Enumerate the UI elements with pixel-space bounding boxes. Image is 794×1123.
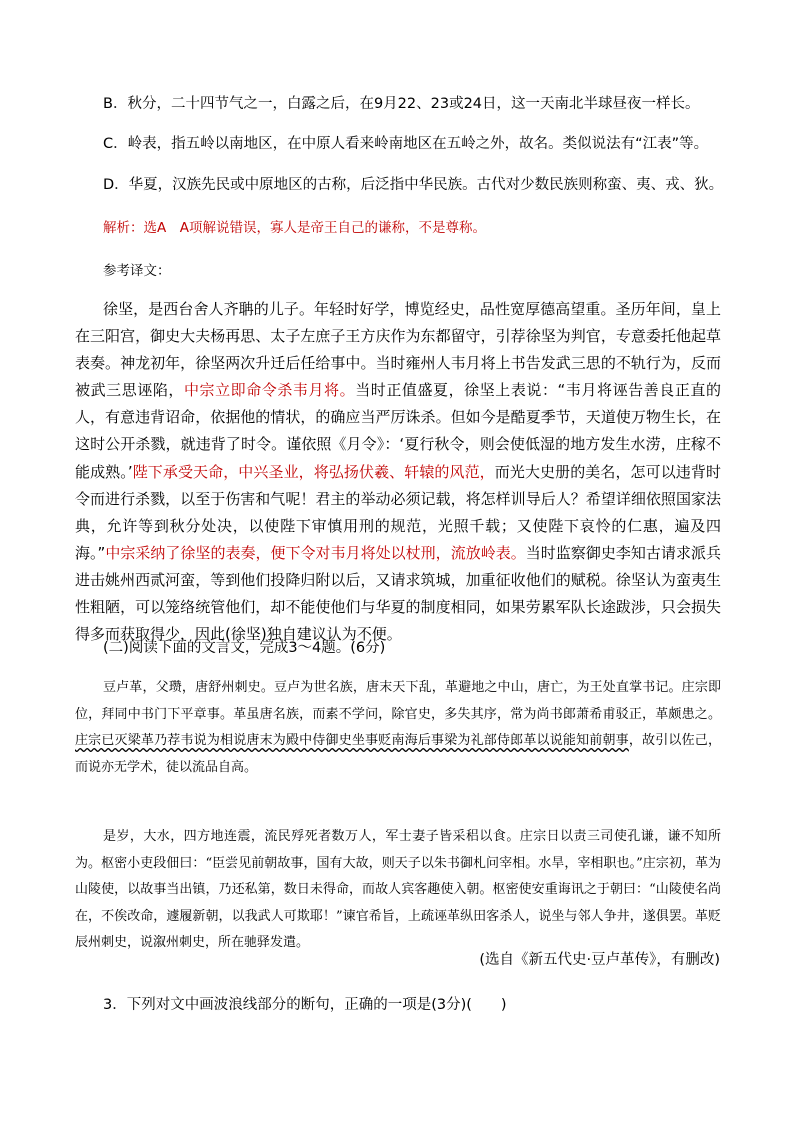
question-3: 3．下列对文中画波浪线部分的断句，正确的一项是(3分)( ) bbox=[103, 997, 507, 1013]
option-d: D．华夏，汉族先民或中原地区的古称，后泛指中华民族。古代对少数民族则称蛮、夷、戎、狄。 bbox=[103, 177, 724, 193]
translation-text: 徐坚，是西台舍人齐聃的儿子。年轻时好学，博览经史，品性宽厚德高望重。圣历年间，皇上在三阳宫，御史大夫杨再思、太子左庶子王方庆作为东都留守，引荐徐坚为判官，专意委托他起草表奏。神龙初年，徐坚两次升迁后任给事中。当时雍州人韦月将上书告发武三思的不轨行为，反而被武三思诬陷， bbox=[75, 300, 721, 400]
option-c: C．岭表，指五岭以南地区，在中原人看来岭南地区在五岭之外，故名。类似说法有“江表”等。 bbox=[103, 136, 709, 152]
translation-highlight: 陛下承受天命，中兴圣业，将弘扬伏羲、轩辕的风范， bbox=[132, 462, 495, 481]
classical-paragraph-2: 是岁，大水，四方地连震，流民殍死者数万人，军士妻子皆采稆以食。庄宗日以责三司使孔谦，谦不知所为。枢密小吏段佃曰：“臣尝见前朝故事，国有大故，则天子以朱书御札问宰相。水旱，宰相职也。”庄宗初，革为山陵使，以故事当出镇，乃还私第，数日未得命，而故人宾客趣使入朝。枢密使安重诲讯之于朝曰：“山陵使名尚在，不俟改命，遽履新朝，以我武人可欺耶！”谏官希旨，上疏诬革纵田客杀人，说坐与邻人争井，遂俱罢。革贬辰州刺史，说溆州刺史，所在驰驿发遣。 bbox=[75, 829, 721, 950]
section-heading: (二)阅读下面的文言文，完成3～4题。(6分) bbox=[103, 640, 386, 656]
translation-paragraph bbox=[75, 296, 721, 648]
classical-paragraph-1 bbox=[75, 675, 721, 781]
reference-heading: 参考译文： bbox=[103, 263, 171, 279]
classical-text: 豆卢革，父瓒，唐舒州刺史。豆卢为世名族，唐末天下乱，革避地之中山，唐亡，为王处直掌书记。庄宗即位，拜同中书门下平章事。革虽唐名族，而素不学问，除官史，多失其序，常为尚书郎萧希甫驳正，革颇患之。 bbox=[75, 680, 721, 722]
option-b: B．秋分，二十四节气之一，白露之后，在9月22、23或24日，这一天南北半球昼夜一样长。 bbox=[103, 96, 700, 112]
answer-explanation: 解析：选A A项解说错误，寡人是帝王自己的谦称，不是尊称。 bbox=[103, 220, 486, 236]
translation-text: 而光大史册的美名，怎可以违背时令而进行杀戮，以至于伤害和气呢！君主的举动必须记载，将怎样训导后人？希望详细依照国家法典，允许等到秋分处决，以使陛下审慎用刑的规范，光照千载；又使陛下哀怜的仁惠，遍及四海。” bbox=[75, 462, 721, 562]
classical-text: ，故引以佐己，而说亦无学术，徒以流品自高。 bbox=[75, 733, 721, 775]
translation-highlight: 中宗采纳了徐坚的表奏，便下令对韦月将处以杖刑，流放岭表。 bbox=[105, 543, 526, 562]
wavy-underlined-passage: 庄宗已灭梁革乃荐韦说为相说唐末为殿中侍御史坐事贬南海后事梁为礼部侍郎革以说能知前朝事 bbox=[75, 733, 629, 748]
translation-text: 当时正值盛夏，徐坚上表说：“韦月将诬告善良正直的人，有意违背诏命，依据他的情状，的确应当严厉诛杀。但如今是酷夏季节，天道使万物生长，在这时公开杀戮，就违背了时令。谨依照《月令》：‘夏行秋令，则会使低湿的地方发生水涝，庄稼不能成熟。’ bbox=[75, 381, 721, 481]
translation-highlight: 中宗立即命令杀韦月将。 bbox=[183, 381, 356, 400]
translation-text: 当时监察御史李知古请求派兵进击姚州西贰河蛮，等到他们投降归附以后，又请求筑城，加重征收他们的赋税。徐坚认为蛮夷生性粗陋，可以笼络统管他们，却不能使他们与华夏的制度相同，如果劳累军队长途跋涉，只会损失得多而获取得少，因此(徐坚)独自建议认为不便。 bbox=[75, 543, 721, 644]
source-citation: (选自《新五代史·豆卢革传》，有删改) bbox=[479, 952, 720, 968]
